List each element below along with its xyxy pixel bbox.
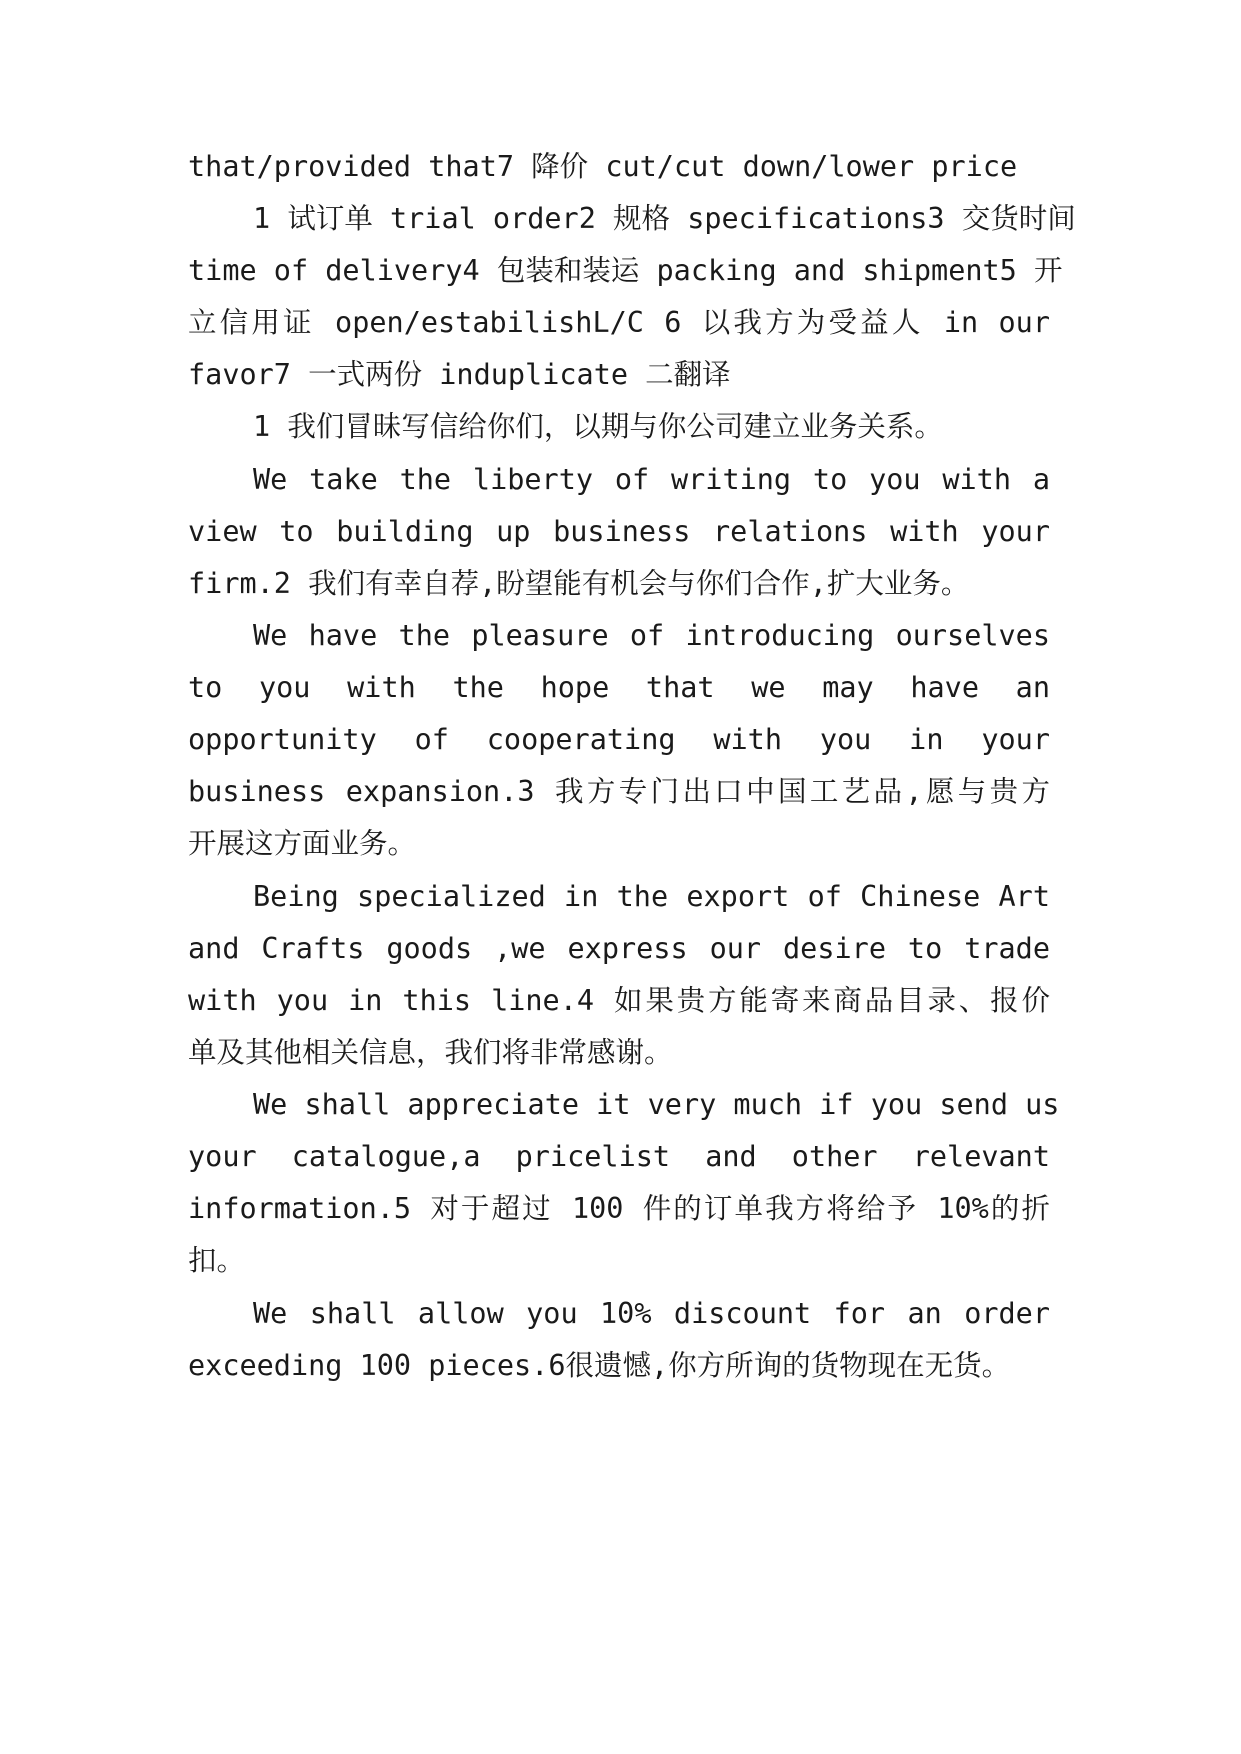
text-line: your catalogue,a pricelist and other relevant bbox=[188, 1140, 1050, 1173]
text-line: business expansion.3 我方专门出口中国工艺品,愿与贵方 bbox=[188, 775, 1050, 808]
text-line: with you in this line.4 如果贵方能寄来商品目录、报价 bbox=[188, 984, 1050, 1017]
text-line: 立信用证 open/estabilishL/C 6 以我方为受益人 in our bbox=[188, 306, 1050, 339]
text-line: firm.2 我们有幸自荐,盼望能有机会与你们合作,扩大业务。 bbox=[188, 567, 970, 600]
text-line: We take the liberty of writing to you with a bbox=[253, 463, 1050, 496]
text-line: 扣。 bbox=[188, 1244, 246, 1277]
text-line: favor7 一式两份 induplicate 二翻译 bbox=[188, 358, 731, 391]
text-line: 1 我们冒昧写信给你们，以期与你公司建立业务关系。 bbox=[253, 410, 943, 443]
text-line: 1 试订单 trial order2 规格 specifications3 交货时间 bbox=[253, 202, 1076, 235]
text-line: 单及其他相关信息，我们将非常感谢。 bbox=[188, 1036, 673, 1069]
text-line: information.5 对于超过 100 件的订单我方将给予 10%的折 bbox=[188, 1192, 1050, 1225]
text-line: view to building up business relations with your bbox=[188, 515, 1050, 548]
text-line: Being specialized in the export of Chinese Art bbox=[253, 880, 1050, 913]
text-line: time of delivery4 包装和装运 packing and shipment5 开 bbox=[188, 254, 1063, 287]
text-line: opportunity of cooperating with you in your bbox=[188, 723, 1050, 756]
text-line: We shall appreciate it very much if you send us bbox=[253, 1088, 1060, 1121]
text-line: and Crafts goods ,we express our desire to trade bbox=[188, 932, 1050, 965]
text-line: that/provided that7 降价 cut/cut down/lower price bbox=[188, 150, 1018, 183]
text-line: 开展这方面业务。 bbox=[188, 827, 417, 860]
text-line: to you with the hope that we may have an bbox=[188, 671, 1050, 704]
text-line: We shall allow you 10% discount for an order bbox=[253, 1297, 1050, 1330]
text-line: We have the pleasure of introducing ourselves bbox=[253, 619, 1050, 652]
text-line: exceeding 100 pieces.6很遗憾,你方所询的货物现在无货。 bbox=[188, 1349, 1011, 1382]
